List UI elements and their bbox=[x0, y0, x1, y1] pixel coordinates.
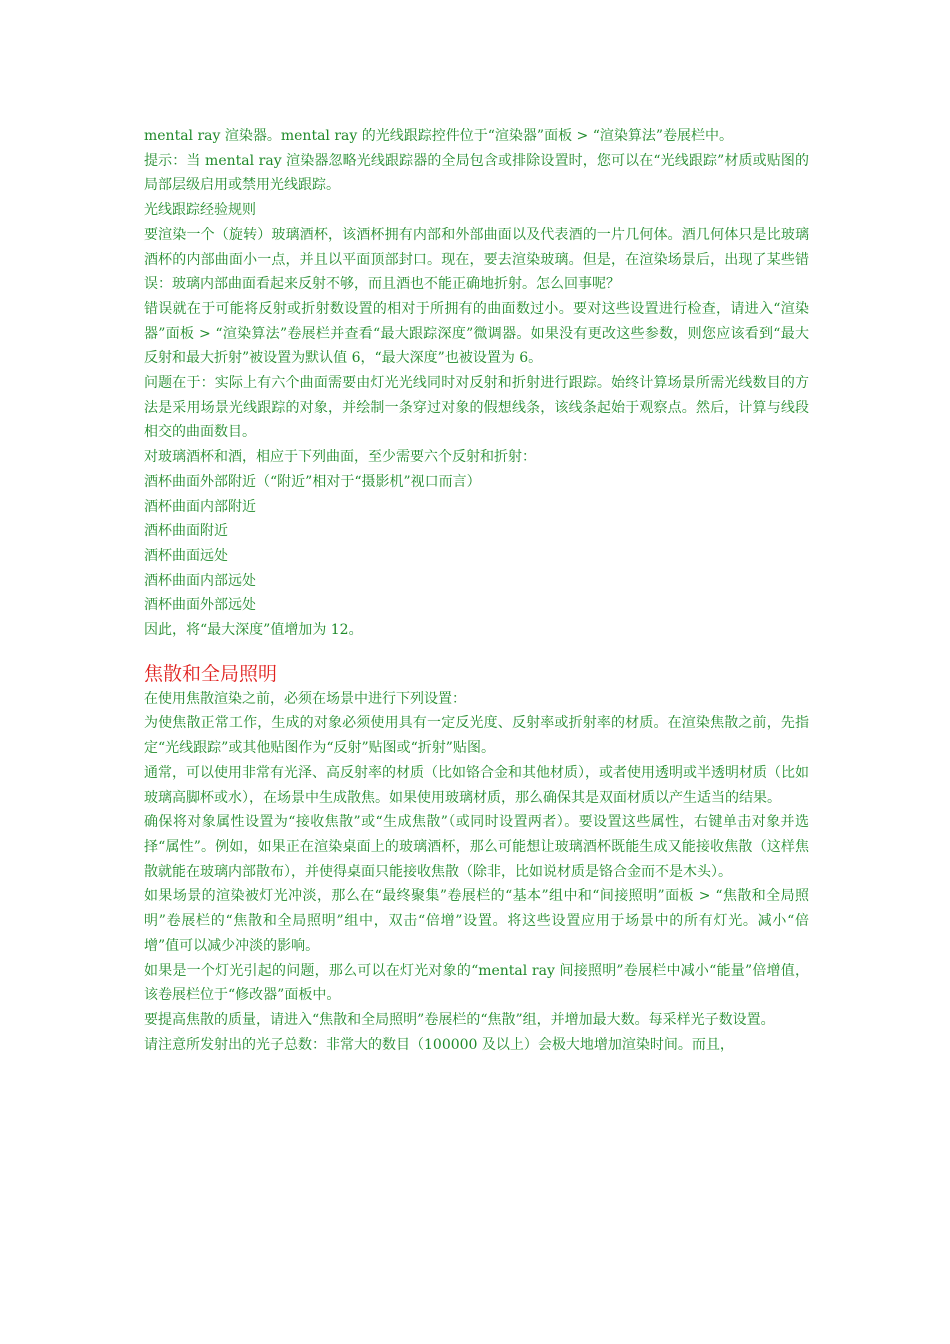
paragraph: 为使焦散正常工作，生成的对象必须使用具有一定反光度、反射率或折射率的材质。在渲染焦散之前，先指定“光线跟踪”或其他贴图作为“反射”贴图或“折射”贴图。 bbox=[144, 715, 809, 757]
list-item: 酒杯曲面附近 bbox=[144, 523, 228, 540]
section-heading: 焦散和全局照明 bbox=[144, 662, 278, 685]
document-page bbox=[144, 124, 809, 1057]
paragraph: 问题在于：实际上有六个曲面需要由灯光光线同时对反射和折射进行跟踪。始终计算场景所需光线数目的方法是采用场景光线跟踪的对象，并绘制一条穿过对象的假想线条，该线条起始于观察点。然后，计算与线段相交的曲面数目。 bbox=[144, 375, 809, 441]
list-item: 酒杯曲面内部远处 bbox=[144, 572, 256, 589]
paragraph: 如果场景的渲染被灯光冲淡，那么在“最终聚集”卷展栏的“基本”组中和“间接照明”面板 > “焦散和全局照明”卷展栏的“焦散和全局照明”组中，双击“倍增”设置。将这些设置应用于场景中的所有灯光。减小“倍增”值可以减少冲淡的影响。 bbox=[144, 888, 809, 954]
list-item: 酒杯曲面内部附近 bbox=[144, 498, 256, 515]
paragraph-subheading: 光线跟踪经验规则 bbox=[144, 202, 256, 219]
paragraph: 请注意所发射出的光子总数：非常大的数目（100000 及以上）会极大地增加渲染时间。而且， bbox=[144, 1036, 734, 1053]
list-item: 酒杯曲面外部附近（“附近”相对于“摄影机”视口而言） bbox=[144, 473, 481, 490]
paragraph: 要渲染一个（旋转）玻璃酒杯，该酒杯拥有内部和外部曲面以及代表酒的一片几何体。酒几何体只是比玻璃酒杯的内部曲面小一点，并且以平面顶部封口。现在，要去渲染玻璃。但是，在渲染场景后，出现了某些错误：玻璃内部曲面看起来反射不够，而且酒也不能正确地折射。怎么回事呢？ bbox=[144, 226, 809, 293]
paragraph: 确保将对象属性设置为“接收焦散”或“生成焦散”（或同时设置两者）。要设置这些属性，右键单击对象并选择“属性”。例如，如果正在渲染桌面上的玻璃酒杯，那么可能想让玻璃酒杯既能生成又能接收焦散（这样焦散就能在玻璃内部散布），并使得桌面只能接收焦散（除非，比如说材质是铬合金而不是木头）。 bbox=[144, 814, 809, 880]
paragraph: 错误就在于可能将反射或折射数设置的相对于所拥有的曲面数过小。要对这些设置进行检查，请进入“渲染器”面板 > “渲染算法”卷展栏并查看“最大跟踪深度”微调器。如果没有更改这些参数，则您应该看到“最大反射和最大折射”被设置为默认值 6，“最大深度”也被设置为 6。 bbox=[144, 300, 809, 367]
paragraph: 如果是一个灯光引起的问题，那么可以在灯光对象的“mental ray 间接照明”卷展栏中减小“能量”倍增值，该卷展栏位于“修改器”面板中。 bbox=[144, 962, 809, 1004]
paragraph: 因此，将“最大深度”值增加为 12。 bbox=[144, 622, 363, 639]
list-item: 酒杯曲面外部远处 bbox=[144, 597, 256, 614]
paragraph: 提示：当 mental ray 渲染器忽略光线跟踪器的全局包含或排除设置时，您可以在“光线跟踪”材质或贴图的局部层级启用或禁用光线跟踪。 bbox=[144, 152, 809, 194]
paragraph: mental ray 渲染器。mental ray 的光线跟踪控件位于“渲染器”面板 > “渲染算法”卷展栏中。 bbox=[144, 128, 734, 144]
paragraph: 通常，可以使用非常有光泽、高反射率的材质（比如铬合金和其他材质），或者使用透明或半透明材质（比如玻璃高脚杯或水），在场景中生成散焦。如果使用玻璃材质，那么确保其是双面材质以产生适当的结果。 bbox=[144, 764, 809, 806]
paragraph: 对玻璃酒杯和酒，相应于下列曲面，至少需要六个反射和折射： bbox=[144, 449, 536, 466]
paragraph: 在使用焦散渲染之前，必须在场景中进行下列设置： bbox=[144, 690, 466, 707]
paragraph: 要提高焦散的质量，请进入“焦散和全局照明”卷展栏的“焦散”组，并增加最大数。每采样光子数设置。 bbox=[144, 1011, 775, 1028]
list-item: 酒杯曲面远处 bbox=[144, 547, 228, 564]
